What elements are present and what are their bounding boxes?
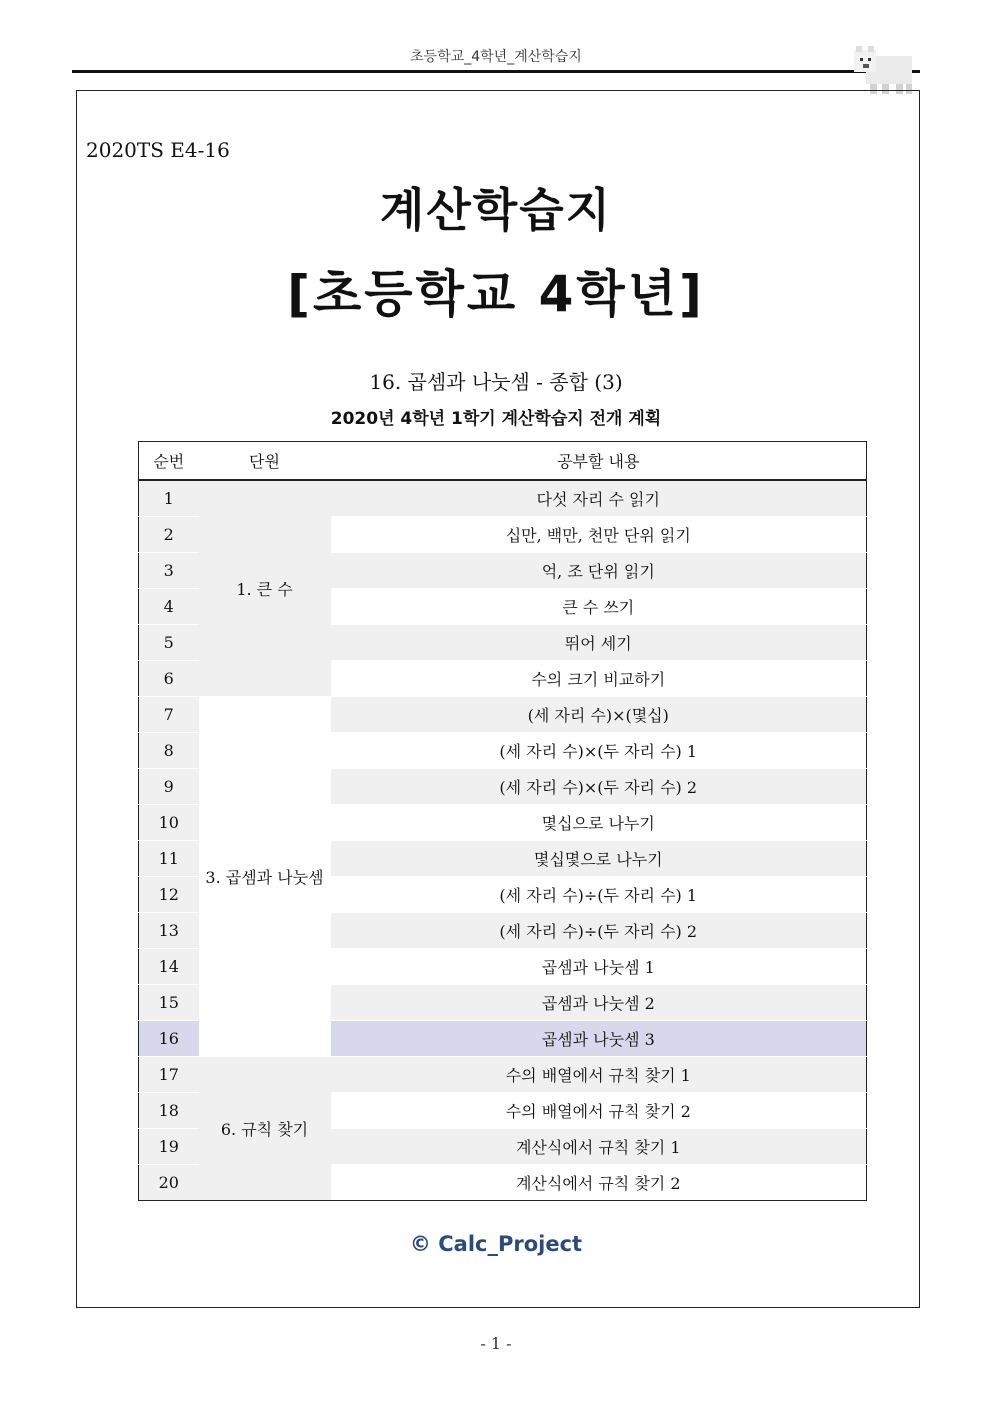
row-num: 6 xyxy=(139,661,199,697)
row-content: 다섯 자리 수 읽기 xyxy=(331,480,867,517)
table-row xyxy=(139,480,867,517)
unit-cell: 1. 큰 수 xyxy=(199,480,331,697)
header-title: 초등학교_4학년_계산학습지 xyxy=(410,49,582,65)
row-num: 19 xyxy=(139,1129,199,1165)
row-content: 십만, 백만, 천만 단위 읽기 xyxy=(331,517,867,553)
header-rule xyxy=(72,70,920,73)
row-num: 18 xyxy=(139,1093,199,1129)
table-row xyxy=(139,697,867,733)
row-content: 곱셈과 나눗셈 2 xyxy=(331,985,867,1021)
row-num: 1 xyxy=(139,480,199,517)
row-num: 14 xyxy=(139,949,199,985)
row-num: 16 xyxy=(139,1021,199,1057)
document-title: 계산학습지 xyxy=(379,183,613,237)
row-content: (세 자리 수)×(몇십) xyxy=(331,697,867,733)
row-num: 8 xyxy=(139,733,199,769)
row-num: 5 xyxy=(139,625,199,661)
row-content: 수의 배열에서 규칙 찾기 1 xyxy=(331,1057,867,1093)
row-num: 15 xyxy=(139,985,199,1021)
row-num: 4 xyxy=(139,589,199,625)
row-num: 3 xyxy=(139,553,199,589)
row-content: 큰 수 쓰기 xyxy=(331,589,867,625)
row-num: 11 xyxy=(139,841,199,877)
table-header-row xyxy=(139,442,867,481)
page-number: - 1 - xyxy=(480,1334,512,1353)
header-unit: 단원 xyxy=(199,442,331,481)
row-content: (세 자리 수)×(두 자리 수) 2 xyxy=(331,769,867,805)
header-content: 공부할 내용 xyxy=(331,442,867,481)
plan-title: 2020년 4학년 1학기 계산학습지 전개 계획 xyxy=(330,409,662,429)
row-num: 2 xyxy=(139,517,199,553)
row-content: (세 자리 수)÷(두 자리 수) 2 xyxy=(331,913,867,949)
row-num: 9 xyxy=(139,769,199,805)
row-content: (세 자리 수)÷(두 자리 수) 1 xyxy=(331,877,867,913)
row-num: 17 xyxy=(139,1057,199,1093)
row-content: (세 자리 수)×(두 자리 수) 1 xyxy=(331,733,867,769)
plan-table xyxy=(138,441,867,1201)
unit-cell: 6. 규칙 찾기 xyxy=(199,1057,331,1201)
lesson-subtitle: 16. 곱셈과 나눗셈 - 종합 (3) xyxy=(369,370,623,394)
row-content: 수의 배열에서 규칙 찾기 2 xyxy=(331,1093,867,1129)
header-num: 순번 xyxy=(139,442,199,481)
row-content: 수의 크기 비교하기 xyxy=(331,661,867,697)
row-content: 곱셈과 나눗셈 1 xyxy=(331,949,867,985)
row-num: 7 xyxy=(139,697,199,733)
document-grade-title: [초등학교 4학년] xyxy=(287,265,705,323)
row-num: 13 xyxy=(139,913,199,949)
polar-bear-icon xyxy=(852,44,916,96)
unit-cell: 3. 곱셈과 나눗셈 xyxy=(199,697,331,1057)
row-content: 몇십몇으로 나누기 xyxy=(331,841,867,877)
row-content: 계산식에서 규칙 찾기 1 xyxy=(331,1129,867,1165)
row-content: 뛰어 세기 xyxy=(331,625,867,661)
table-row xyxy=(139,1057,867,1093)
row-num: 20 xyxy=(139,1165,199,1201)
row-content: 몇십으로 나누기 xyxy=(331,805,867,841)
copyright-text: © Calc_Project xyxy=(409,1232,583,1256)
row-content: 곱셈과 나눗셈 3 xyxy=(331,1021,867,1057)
document-code: 2020TS E4-16 xyxy=(86,138,230,162)
row-num: 10 xyxy=(139,805,199,841)
row-content: 억, 조 단위 읽기 xyxy=(331,553,867,589)
row-num: 12 xyxy=(139,877,199,913)
row-content: 계산식에서 규칙 찾기 2 xyxy=(331,1165,867,1201)
